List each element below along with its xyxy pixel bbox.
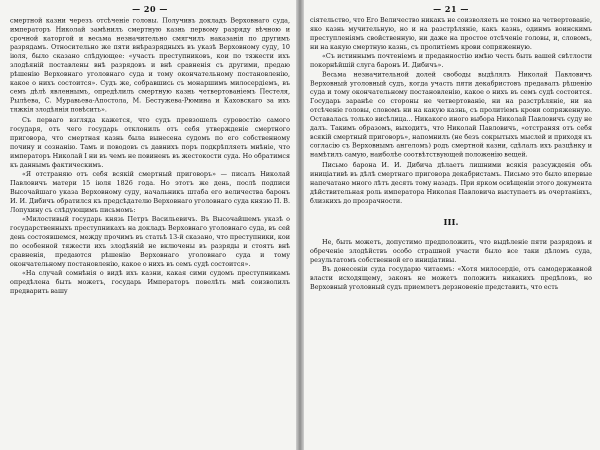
left-page — [10, 0, 290, 450]
left-paragraph-3: «Я отстраняю отъ себя всякій смертный приговоръ» — писалъ Николай Павловичъ матери 15 іюля 1826 года. Но этотъ же день, послѣ подписи Высочайшаго указа Верховному суду, начальникъ штаба его величества баронъ И. И. Дибичъ обратился къ предсѣдателю Верховнаго уголовнаго суда князю П. В. Лопухину съ слѣдующимъ письмомъ: — [10, 170, 290, 214]
left-paragraph-2: Съ перваго взгляда кажется, что судъ превзошелъ суровостію самого государя, отъ чего государь отклонилъ отъ себя утвержденіе смертного приговора, что смертная казнь была вынесена судомъ по его собственному почину и сознанію. Тамъ и поводовъ съ давнихъ поръ подкрѣпляеть мнѣніе, что императоръ Николай I ни въ чемъ не повиненъ въ жестокости суда. Но обратимся къ даннымъ фактическимъ. — [10, 115, 290, 169]
left-paragraph-5: «На случай сомнѣнія о видѣ ихъ казни, какая сими судомъ преступникамъ опредѣлена быть можетъ, государь Императоръ повелѣть мнѣ соизволилъ предварить вашу — [10, 269, 290, 296]
right-page-number: — 21 — — [433, 4, 469, 14]
right-paragraph-6: Въ донесеніи суда государю читаемъ: «Хотя милосердіе, отъ самодержавной власти исходящему, законъ не можетъ положить никакихъ предѣловъ, но Верховный уголовный судъ приемлетъ дерзновеніе представить, что есть — [310, 265, 592, 292]
right-paragraph-5: Не, быть можетъ, допустимо предположить, что выдѣленіе пяти разрядовъ и обреченіе злодѣйствъ особо страшной участи было все таки дѣломъ суда, результатомъ собственной его иниціативы. — [310, 238, 592, 264]
left-paragraph-4: «Милостивый государь князь Петръ Васильевичъ. Въ Высочайшемъ указѣ о государственныхъ преступникахъ на докладъ Верховнаго уголовнаго суда, въ сей день состоявшемся, между прочимъ въ статьѣ 13-й сказано, что преступники, кои по особенной тяжести ихъ злодѣяній не включены въ разряды и стоятъ внѣ сравненія, предаются рѣшенію Верховнаго уголовнаго суда и тому окончательному постановленію, какое о нихъ въ семъ судѣ состоится». — [10, 215, 290, 269]
section-heading: III. — [443, 217, 459, 228]
right-paragraph-4: Письмо барона И. И. Дибича дѣлаетъ лишними всякія разсужденія объ иниціативѣ въ дѣлѣ смертнаго приговора декабристамъ. Письмо это было впервые напечатано много лѣтъ десять тому назадъ. При ярком освѣщеніи этого документа дѣйствительная роль императора Николая Павловича выступаетъ въ очертаніяхъ, близкихъ до прозрачности. — [310, 160, 592, 205]
left-page-number: — 20 — — [132, 4, 168, 14]
right-paragraph-signature: «Съ истиннымъ почтеніемъ и преданностію имѣю честь быть вашей свѣтлости покорнѣйшій слуга баронъ И. Дибичъ». — [310, 52, 592, 70]
book-gutter — [296, 0, 304, 450]
right-page — [310, 0, 592, 450]
left-paragraph-1: смертной казни черезъ отсѣченіе головы. Получивъ докладъ Верховнаго суда, императоръ Николай замѣнилъ смертную казнь первому разряду вѣчною и срочной каторгой и весьма незначительно смягчилъ наказанія по другимъ разрядамъ. Относительно же пяти внѣразрядныхъ въ указѣ Верховному суду, 10 іюля, было сказано слѣдующее: «участь преступниковъ, кои по тяжести ихъ злодѣяній поставлены внѣ разрядовъ и внѣ сравненія съ другими, предаю рѣшенію Верховнаго уголовнаго суда и тому окончательному постановленію, какое о нихъ состоится». Судъ же, собравшись съ монаршимъ милосердіемъ, въ семъ дѣлѣ явленнымъ, опредѣлилъ смертную казнь четвертованіемъ Пестеля, Рылѣева, С. Муравьева-Апостола, М. Бестужева-Рюмина и Каховскаго за ихъ тяжкія злодѣянія повѣсить». — [10, 16, 290, 114]
right-paragraph-3: Весьма незначительной долей свободы выдѣлялъ Николай Павловичъ Верховный уголовный судъ, когда участь пяти декабристовъ предавалъ рѣшенію суда и тому окончательному постановленію, какое о нихъ въ семъ судѣ состоится. Государь заранѣе со стороны не четвертованіе, ни на разстрѣляніе, ни на отсѣченіе головы, словомъ ни на какую казнь, съ пролитіемъ крови сопряженную. Оставалась только висѣлица... Никакого иного выбора Николай Павловичъ суду не далъ. Такимъ образомъ, выходитъ, что Николай Павловичъ, «отстраняя отъ себя всякій смертный приговоръ», напомнилъ (не безъ сокрытыхъ мыслей и приходя къ согласію съ Верховнымъ ангеломъ) родъ смертной казни, сдѣлалъ ихъ разцѣнку и намѣтилъ самую, наиболѣе соотвѣтствующей положенію вещей. — [310, 70, 592, 160]
right-paragraph-1: сіятельство, что Его Величество никакъ не соизволяеть не токмо на четвертованіе, яко казнь мучительную, но и на разстрѣляніе, какъ казнь, одинмъ воинскимъ преступленіямъ свойственную, ни даже на простое отсѣченіе головы, и, словомъ, ни на какую смертную казнь, съ пролитіемъ крови сопряженную. — [310, 16, 592, 51]
